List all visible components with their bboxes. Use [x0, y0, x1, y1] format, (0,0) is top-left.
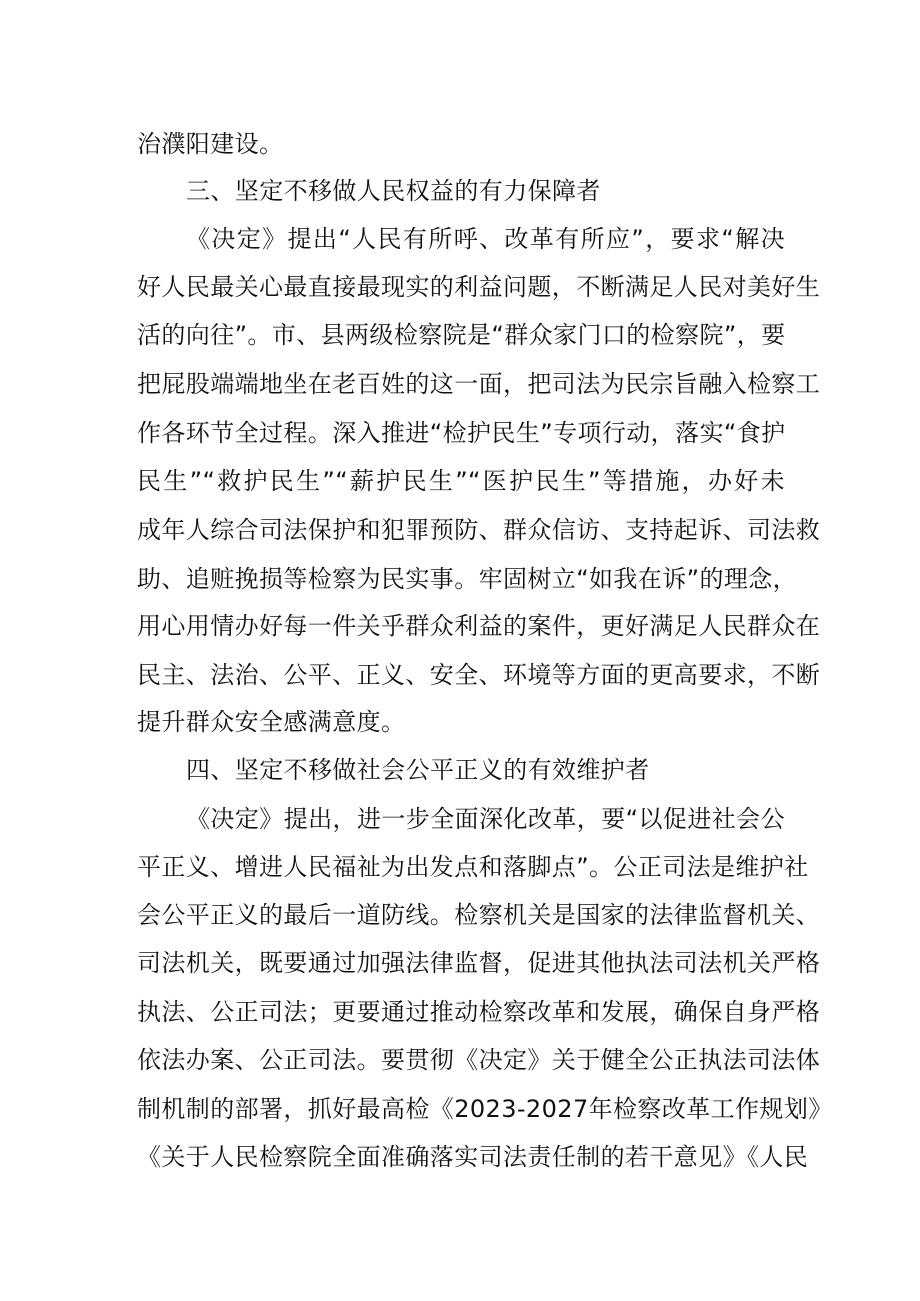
body-text-line: 提升群众安全感满意度。	[137, 708, 406, 736]
body-text-line: 制机制的部署，抓好最高检《2023-2027年检察改革工作规划》	[137, 1095, 833, 1123]
body-text-line: 助、追赃挽损等检察为民实事。牢固树立“如我在诉”的理念，	[137, 565, 798, 593]
body-text-line: 会公平正义的最后一道防线。检察机关是国家的法律监督机关、	[137, 901, 821, 929]
body-text-line: 执法、公正司法；更要通过推动检察改革和发展，确保自身严格	[137, 998, 821, 1026]
body-text-line: 活的向往”。市、县两级检察院是“群众家门口的检察院”，要	[137, 321, 786, 349]
body-text-line: 用心用情办好每一件关乎群众利益的案件，更好满足人民群众在	[137, 612, 821, 640]
body-text-line: 好人民最关心最直接最现实的利益问题，不断满足人民对美好生	[137, 273, 821, 301]
body-text-line: 民主、法治、公平、正义、安全、环境等方面的更高要求，不断	[137, 661, 821, 689]
body-text-line: 作各环节全过程。深入推进“检护民生”专项行动，落实“食护	[137, 419, 786, 447]
body-text-line: 成年人综合司法保护和犯罪预防、群众信访、支持起诉、司法救	[137, 516, 821, 544]
section-heading-4: 四、坚定不移做社会公平正义的有效维护者	[186, 756, 650, 784]
body-text-line: 司法机关，既要通过加强法律监督，促进其他执法司法机关严格	[137, 949, 821, 977]
body-text-line: 民生”“救护民生”“薪护民生”“医护民生”等措施，办好未	[137, 467, 785, 495]
body-text-line: 治濮阳建设。	[137, 130, 284, 158]
body-text-line: 依法办案、公正司法。要贯彻《决定》关于健全公正执法司法体	[137, 1046, 821, 1074]
section-heading-3: 三、坚定不移做人民权益的有力保障者	[186, 177, 601, 205]
paragraph-first-line: 《决定》提出，进一步全面深化改革，要“以促进社会公	[186, 805, 785, 833]
body-text-line: 平正义、增进人民福祉为出发点和落脚点”。公正司法是维护社	[137, 853, 809, 881]
body-text-line: 《关于人民检察院全面准确落实司法责任制的若干意见》《人民	[137, 1143, 809, 1171]
paragraph-first-line: 《决定》提出“人民有所呼、改革有所应”，要求“解决	[186, 225, 785, 253]
body-text-line: 把屁股端端地坐在老百姓的这一面，把司法为民宗旨融入检察工	[137, 370, 821, 398]
